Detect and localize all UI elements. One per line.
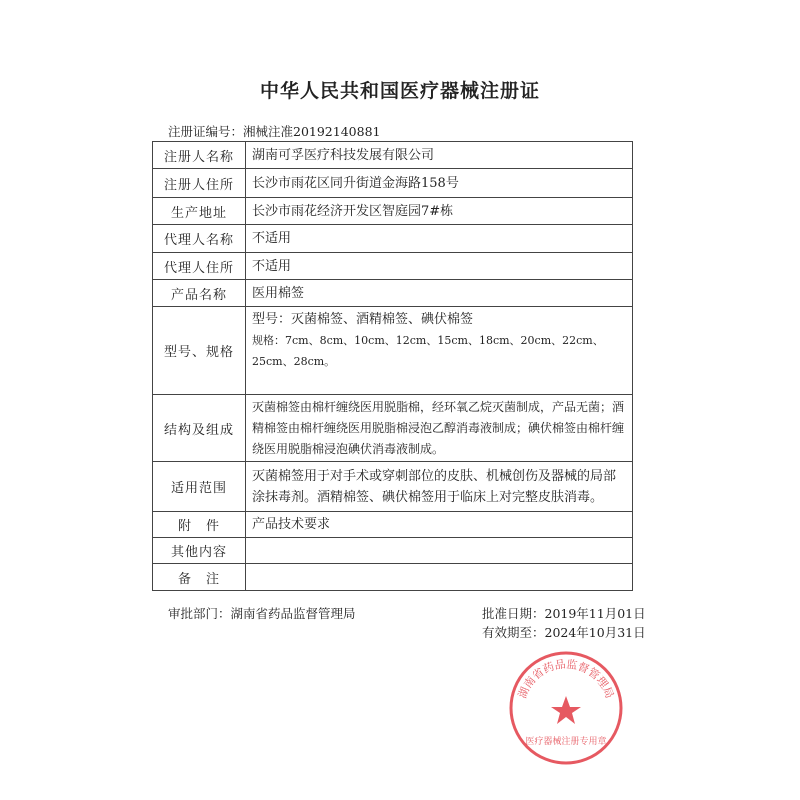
table-row xyxy=(153,169,633,198)
row-value: 灭菌棉签由棉杆缠绕医用脱脂棉，经环氧乙烷灭菌制成，产品无菌；酒精棉签由棉杆缠绕医用脱脂棉浸泡乙醇消毒液制成；碘伏棉签由棉杆缠绕医用脱脂棉浸泡碘伏消毒液制成。 xyxy=(246,395,633,462)
row-label: 代理人名称 xyxy=(153,225,246,253)
row-value: 医用棉签 xyxy=(246,280,633,307)
row-label: 备 注 xyxy=(153,564,246,591)
approval-department: 审批部门：湖南省药品监督管理局 xyxy=(168,606,356,621)
table-row xyxy=(153,280,633,307)
model-text: 型号：灭菌棉签、酒精棉签、碘伏棉签 xyxy=(252,312,474,327)
table-row xyxy=(153,564,633,591)
table-row xyxy=(153,198,633,225)
table-row xyxy=(153,462,633,512)
registration-number: 注册证编号：湘械注准20192140881 xyxy=(168,124,381,139)
table-row xyxy=(153,395,633,462)
svg-text:医疗器械注册专用章: 医疗器械注册专用章 xyxy=(525,737,607,747)
row-value: 产品技术要求 xyxy=(246,512,633,538)
row-label: 附 件 xyxy=(153,512,246,538)
table-row xyxy=(153,225,633,253)
row-value: 长沙市雨花经济开发区智庭园7#栋 xyxy=(246,198,633,225)
row-value: 灭菌棉签用于对手术或穿刺部位的皮肤、机械创伤及器械的局部涂抹毒剂。酒精棉签、碘伏棉签用于临床上对完整皮肤消毒。 xyxy=(246,462,633,512)
svg-text:湖南省药品监督管理局: 湖南省药品监督管理局 xyxy=(515,657,617,701)
official-seal-stamp xyxy=(508,650,624,766)
spec-text: 规格：7cm、8cm、10cm、12cm、15cm、18cm、20cm、22cm、25cm、28cm。 xyxy=(252,334,604,368)
valid-until: 有效期至：2024年10月31日 xyxy=(482,625,646,640)
row-label: 其他内容 xyxy=(153,538,246,564)
row-value xyxy=(246,307,633,395)
approval-date: 批准日期：2019年11月01日 xyxy=(482,606,646,621)
row-value: 长沙市雨花区同升街道金海路158号 xyxy=(246,169,633,198)
row-value: 湖南可孚医疗科技发展有限公司 xyxy=(246,142,633,169)
table-row xyxy=(153,512,633,538)
table-row xyxy=(153,307,633,395)
row-value xyxy=(246,538,633,564)
row-label: 代理人住所 xyxy=(153,253,246,280)
row-label: 产品名称 xyxy=(153,280,246,307)
table-row xyxy=(153,253,633,280)
row-label: 结构及组成 xyxy=(153,395,246,462)
table-row xyxy=(153,142,633,169)
table-row xyxy=(153,538,633,564)
approval-dates xyxy=(482,604,646,642)
row-label: 注册人名称 xyxy=(153,142,246,169)
certificate-table xyxy=(152,141,633,591)
page-title: 中华人民共和国医疗器械注册证 xyxy=(259,80,540,102)
row-value: 不适用 xyxy=(246,225,633,253)
row-value: 不适用 xyxy=(246,253,633,280)
row-label: 型号、规格 xyxy=(153,307,246,395)
row-label: 注册人住所 xyxy=(153,169,246,198)
row-value xyxy=(246,564,633,591)
row-label: 适用范围 xyxy=(153,462,246,512)
row-label: 生产地址 xyxy=(153,198,246,225)
